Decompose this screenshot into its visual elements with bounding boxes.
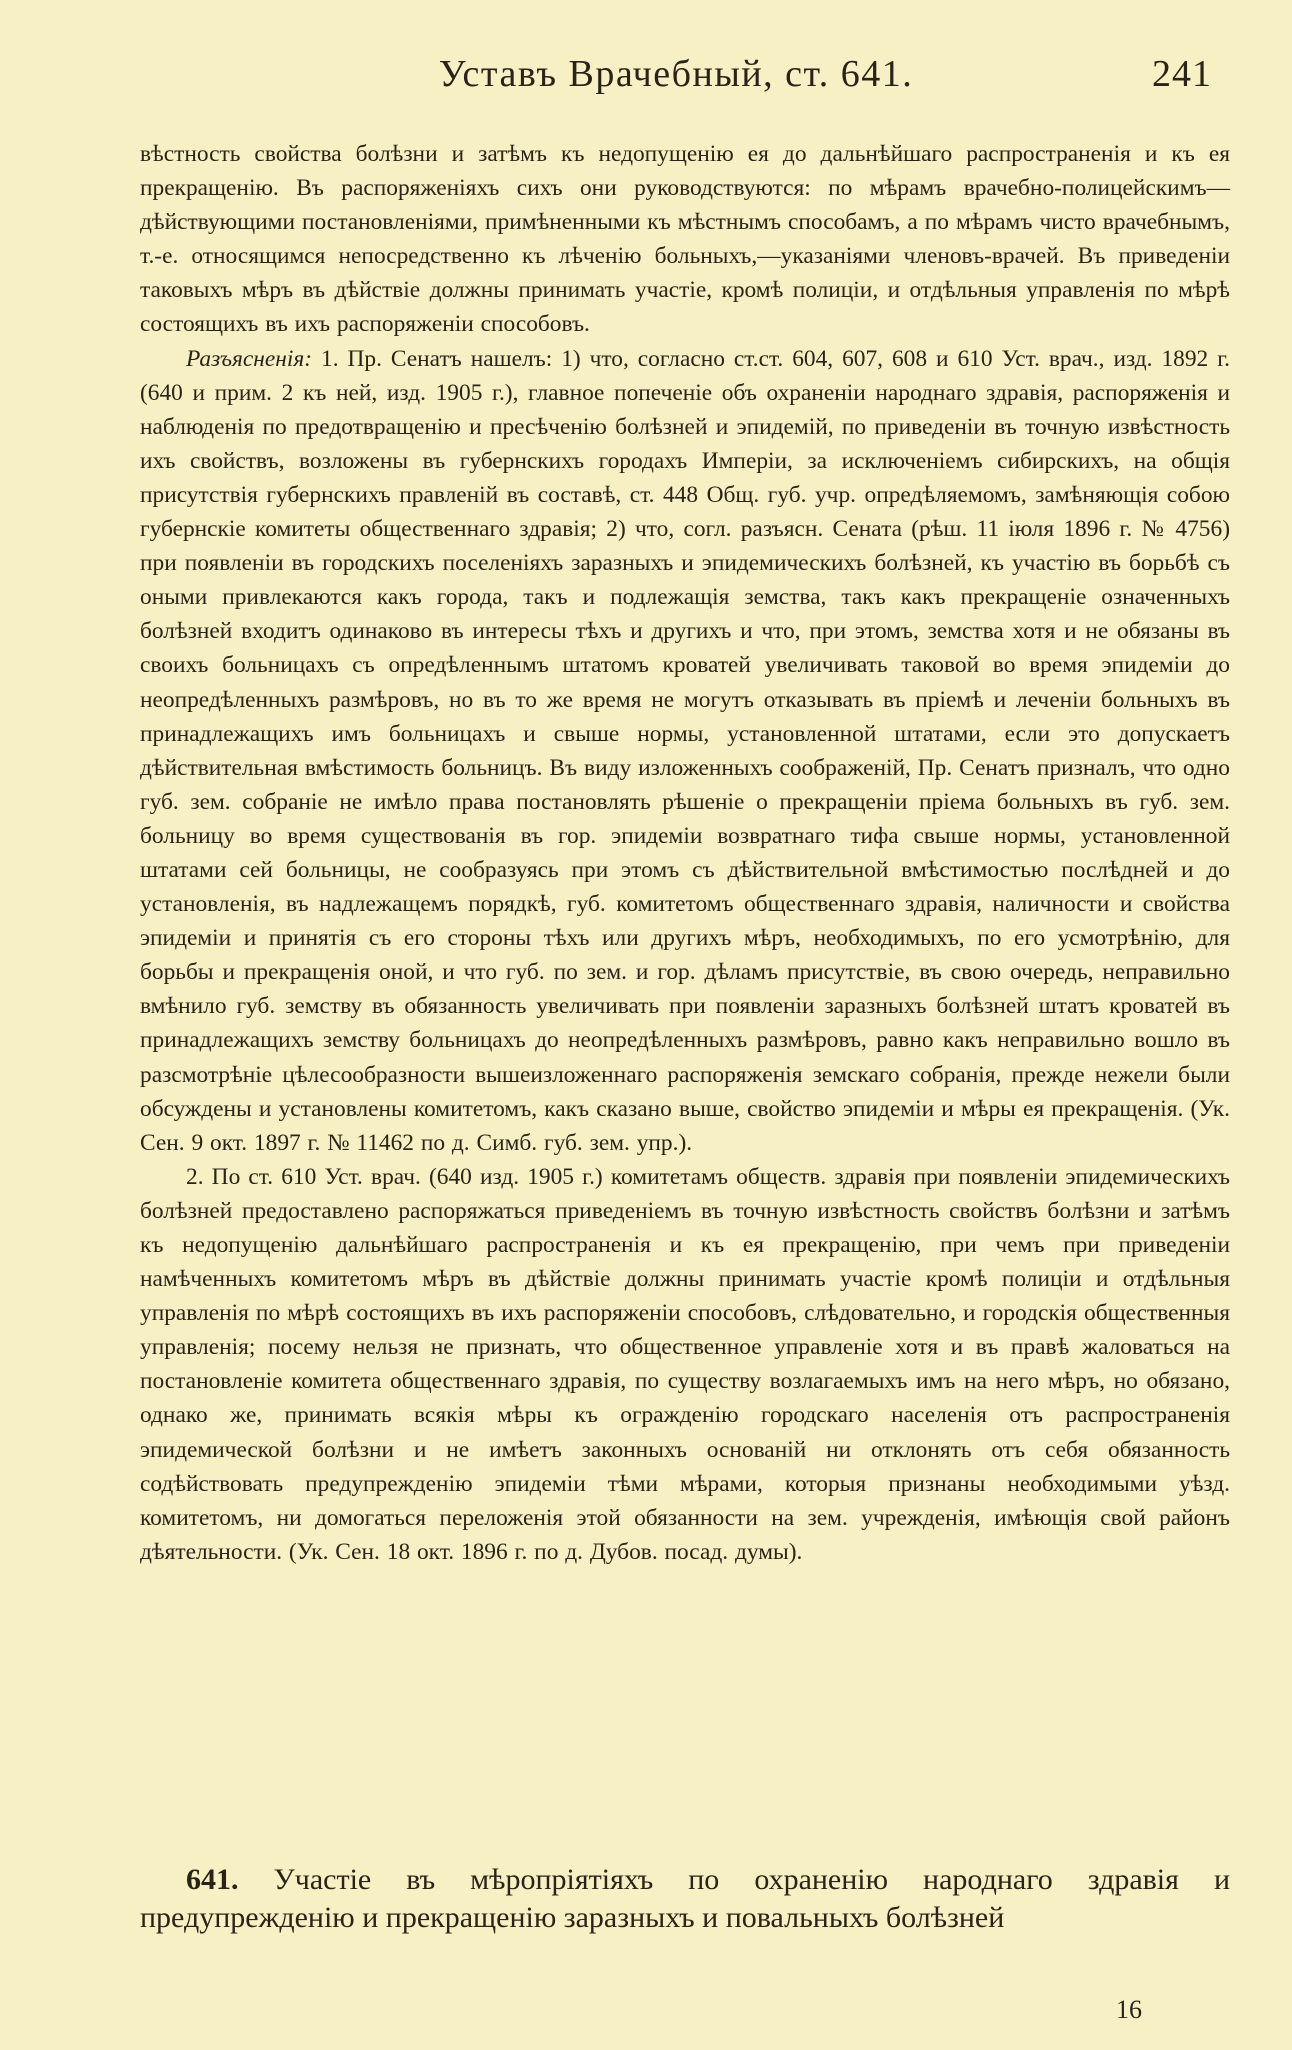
page-header (140, 52, 1212, 102)
body-text (140, 137, 1230, 1569)
explanation-item-1 (140, 342, 1230, 1160)
article-641 (140, 1861, 1230, 1937)
signature-mark: 16 (1116, 1995, 1142, 2024)
explanation-item-2: 2. По ст. 610 Уст. врач. (640 изд. 1905 г.) комитетамъ обществ. здравія при появленіи эпидемическихъ болѣзней предоставлено распоряжаться приведеніемъ въ точную извѣстность свойствъ болѣзни и затѣмъ къ недопущенію дальнѣйшаго распространенія и къ ея прекращенію, при чемъ при приведеніи намѣченныхъ комитетомъ мѣръ въ дѣйствіе должны принимать участіе кромѣ полиціи и отдѣльныя управленія по мѣрѣ состоящихъ въ ихъ распоряженіи способовъ, слѣдовательно, и городскія общественныя управленія; посему нельзя не признать, что общественное управленіе хотя и въ правѣ жаловаться на постановленіе комитета общественнаго здравія, по существу возлагаемыхъ имъ на него мѣръ, но обязано, однако же, принимать всякія мѣры къ огражденію городскаго населенія отъ распространенія эпидемической болѣзни и не имѣетъ законныхъ основаній ни отклонять отъ себя обязанность содѣйствовать предупрежденію эпидеміи тѣми мѣрами, которыя признаны необходимыми уѣзд. комитетомъ, ни домогаться переложенія этой обязанности на зем. учрежденія, имѣющія свой районъ дѣятельности. (Ук. Сен. 18 окт. 1896 г. по д. Дубов. посад. думы). (140, 1163, 1230, 1565)
running-title: Уставъ Врачебный, ст. 641. (438, 53, 914, 95)
explanations-label: Разъясненія: (186, 345, 313, 372)
page-number: 241 (1152, 53, 1212, 95)
article-number: 641. (186, 1863, 239, 1896)
article-text: Участіе въ мѣропріятіяхъ по охраненію народнаго здравія и предупрежденію и прекращенію заразныхъ и повальныхъ болѣзней (140, 1863, 1231, 1934)
article-paragraph (140, 1861, 1230, 1937)
explanation-item-1-text: 1. Пр. Сенатъ нашелъ: 1) что, согласно ст.ст. 604, 607, 608 и 610 Уст. врач., изд. 1892 г. (640 и прим. 2 къ ней, изд. 1905 г.), главное попеченіе объ охраненіи народнаго здравія, распоряженія и наблюденія по предотвращенію и пресѣченію болѣзней и эпидемій, по приведеніи въ точную извѣстность ихъ свойствъ, возложены въ губернскихъ городахъ Имперіи, за исключеніемъ сибирскихъ, на общія присутствія губернскихъ правленій въ составѣ, ст. 448 Общ. губ. учр. опредѣляемомъ, замѣняющія собою губернскіе комитеты общественнаго здравія; 2) что, согл. разъясн. Сената (рѣш. 11 іюля 1896 г. № 4756) при появленіи въ городскихъ поселеніяхъ заразныхъ и эпидемическихъ болѣзней, къ участію въ борьбѣ съ оными привлекаются какъ города, такъ и подлежащія земства, такъ какъ прекращеніе означенныхъ болѣзней входитъ одинаково въ интересы тѣхъ и другихъ и что, при этомъ, земства хотя и не обязаны въ своихъ больницахъ съ опредѣленнымъ штатомъ кроватей увеличивать таковой во время эпидеміи до неопредѣленныхъ размѣровъ, но въ то же время не могутъ отказывать въ пріемѣ и леченіи больныхъ въ принадлежащихъ имъ больницахъ и свыше нормы, установленной штатами, если это допускаетъ дѣйствительная вмѣстимость больницъ. Въ виду изложенныхъ соображеній, Пр. Сенатъ призналъ, что одно губ. зем. собраніе не имѣло права постановлять рѣшеніе о прекращеніи пріема больныхъ въ губ. зем. больницу во время существованія въ гор. эпидеміи возвратнаго тифа свыше нормы, установленной штатами сей больницы, не сообразуясь при этомъ съ дѣйствительной вмѣстимостью послѣдней и до установленія, въ надлежащемъ порядкѣ, губ. комитетомъ общественнаго здравія, наличности и свойства эпидеміи и принятія съ его стороны тѣхъ или другихъ мѣръ, необходимыхъ, по его усмотрѣнію, для борьбы и прекращенія оной, и что губ. по зем. и гор. дѣламъ присутствіе, въ свою очередь, неправильно вмѣнило губ. земству въ обязанность увеличивать при появленіи заразныхъ болѣзней штатъ кроватей въ принадлежащихъ земству больницахъ до неопредѣленныхъ размѣровъ, равно какъ неправильно вошло въ разсмотрѣніе цѣлесообразности вышеизложеннаго распоряженія земскаго собранія, прежде нежели были обсуждены и установлены комитетомъ, какъ сказано выше, свойство эпидеміи и мѣры ея прекращенія. (Ук. Сен. 9 окт. 1897 г. № 11462 по д. Симб. губ. зем. упр.). (140, 345, 1230, 1156)
intro-paragraph: вѣстность свойства болѣзни и затѣмъ къ недопущенію ея до дальнѣйшаго распространенія и къ ея прекращенію. Въ распоряженіяхъ сихъ они руководствуются: по мѣрамъ врачебно-полицейскимъ—дѣйствующими постановленіями, примѣненными къ мѣстнымъ способамъ, а по мѣрамъ чисто врачебнымъ, т.-е. относящимся непосредственно къ лѣченію больныхъ,—указаніями членовъ-врачей. Въ приведеніи таковыхъ мѣръ въ дѣйствіе должны принимать участіе, кромѣ полиціи, и отдѣльныя управленія по мѣрѣ состоящихъ въ ихъ распоряженіи способовъ. (140, 141, 1230, 338)
